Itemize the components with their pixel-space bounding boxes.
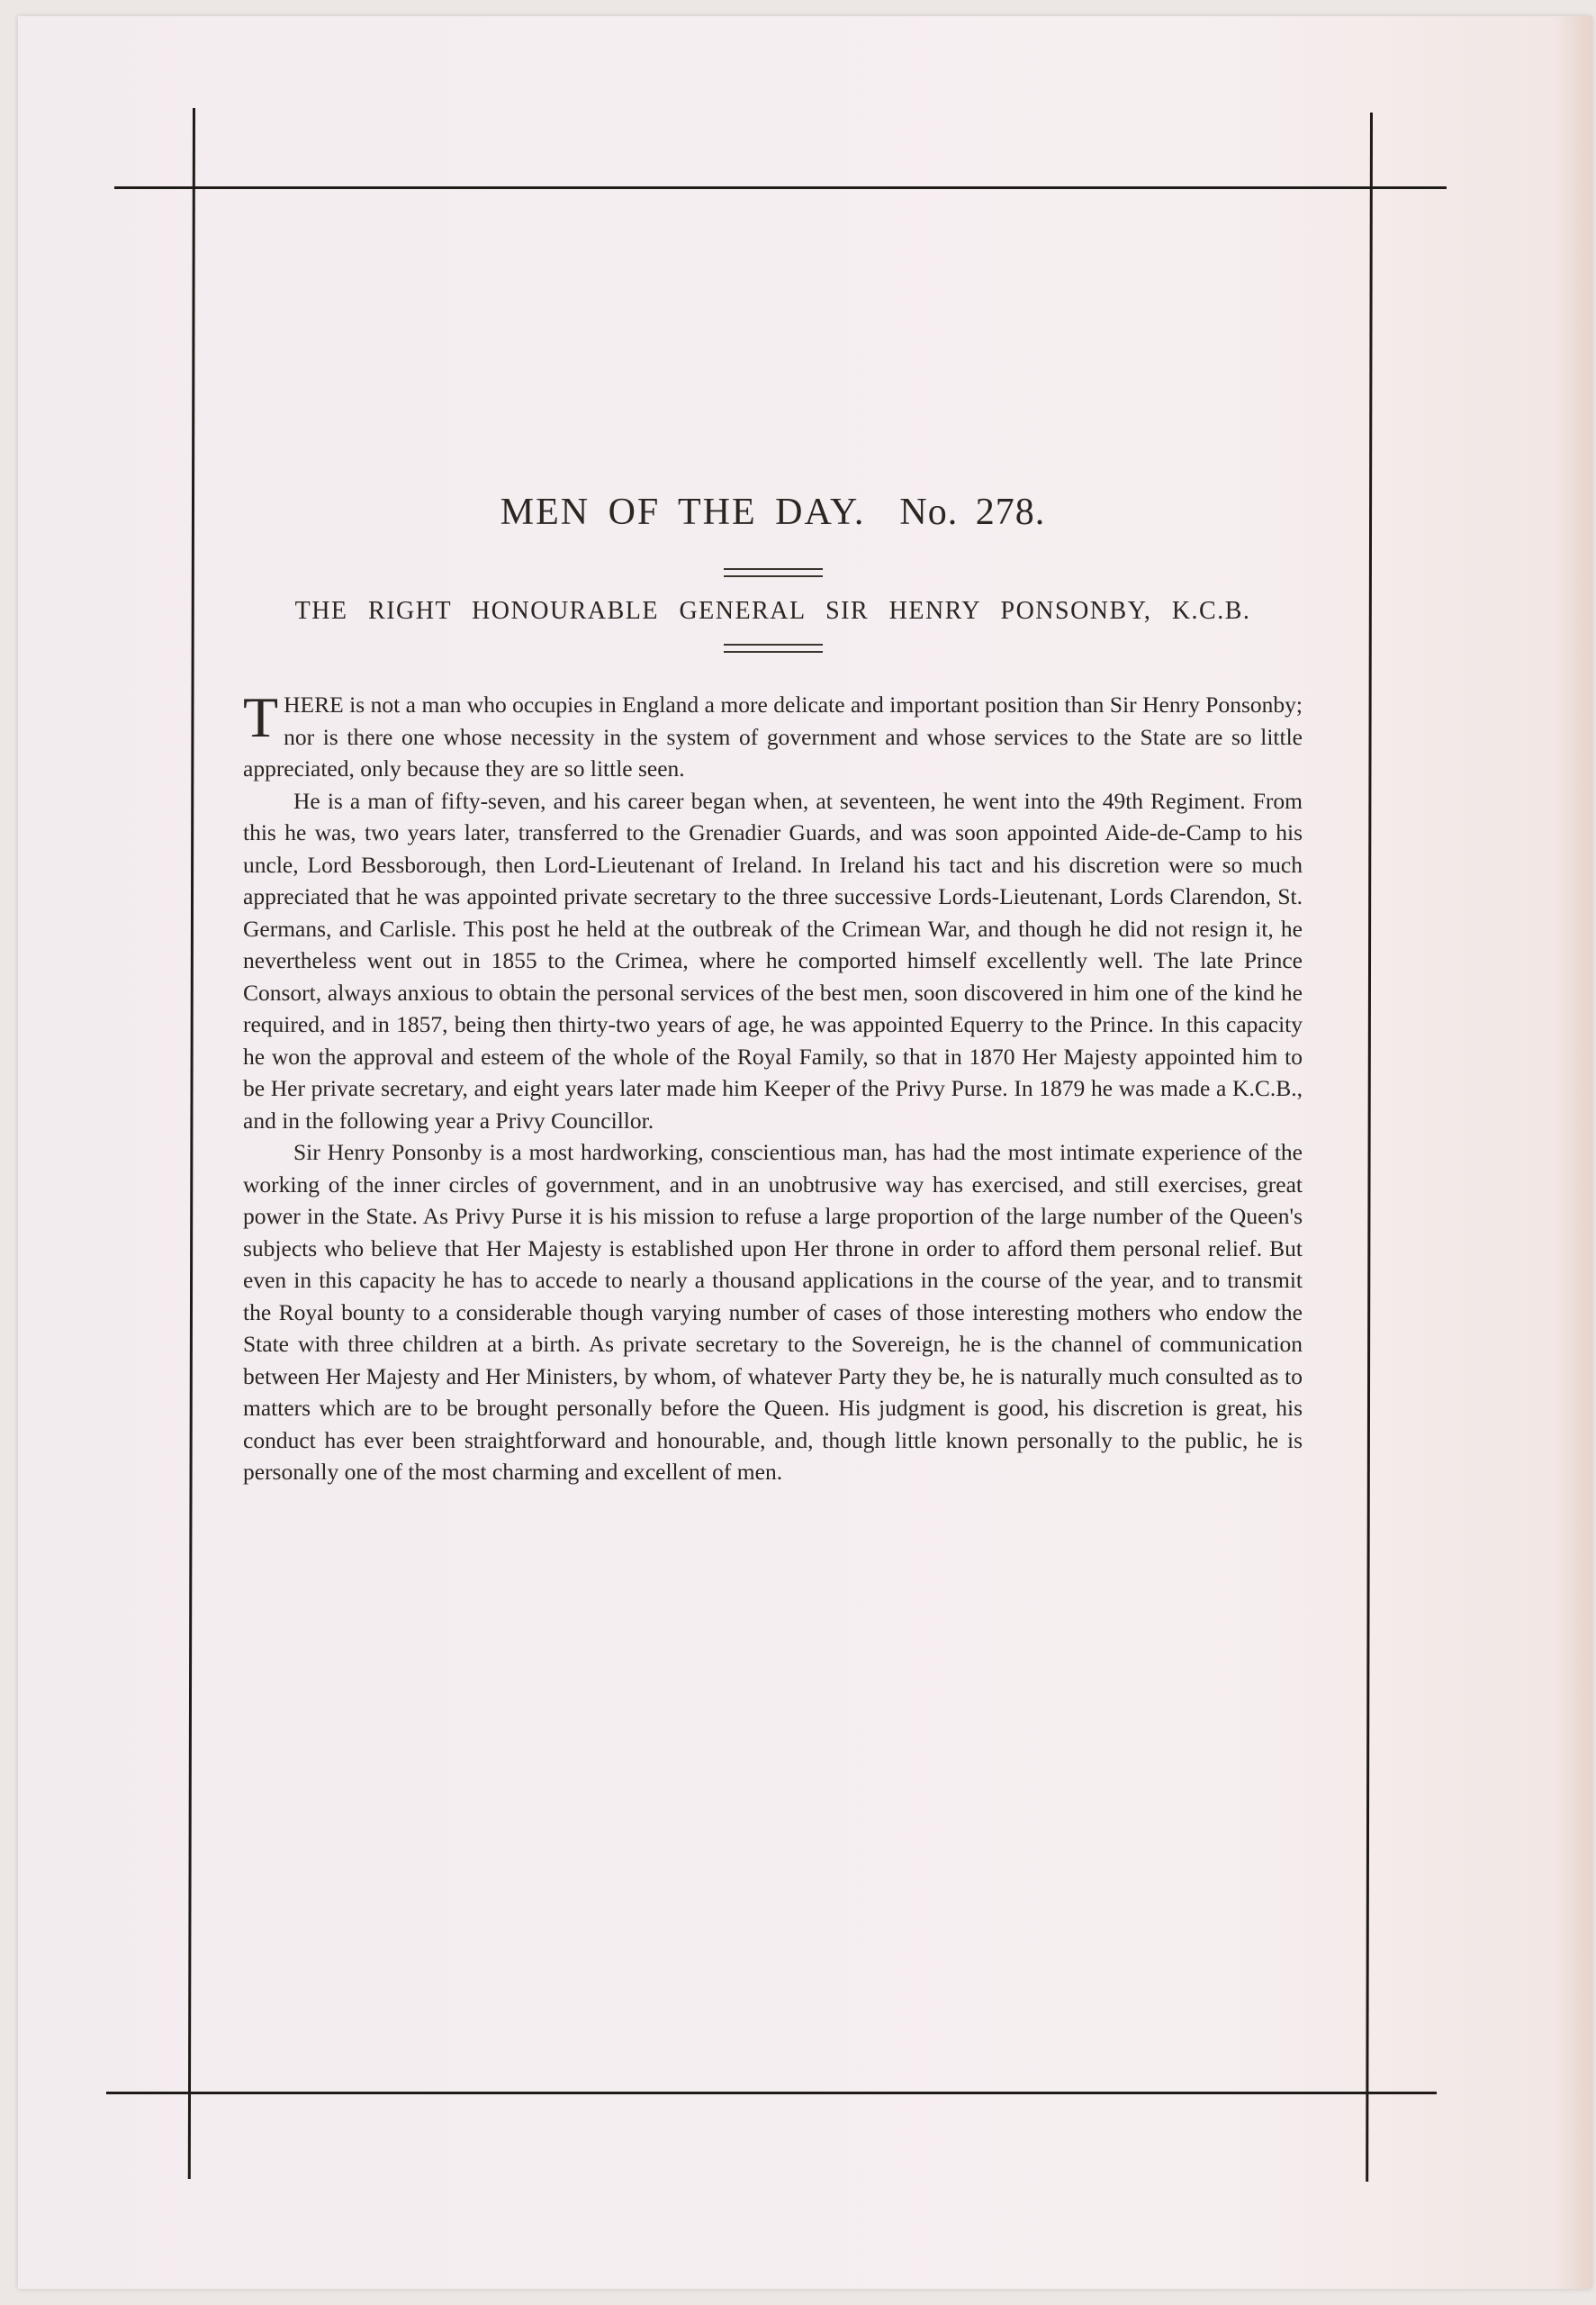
issue-number: No. 278. [899, 492, 1046, 533]
title-divider-top [724, 568, 823, 577]
paragraph-1 [243, 685, 1303, 785]
frame-top-rule [114, 186, 1447, 189]
paragraph-1-text: HERE is not a man who occupies in England a more delicate and important position than Sir Henry Ponsonby; nor is there one whose necessity in the system of government and whose services to the State are so little appreciated, only because they are so little seen. [243, 692, 1303, 782]
title-divider-bottom [724, 644, 823, 653]
series-title: MEN OF THE DAY. [500, 492, 866, 533]
drop-cap: T [243, 685, 279, 749]
article-subtitle: THE RIGHT HONOURABLE GENERAL SIR HENRY PONSONBY, K.C.B. [294, 597, 1251, 625]
frame-bottom-rule [106, 2092, 1437, 2094]
paragraph-2: He is a man of fifty-seven, and his career began when, at seventeen, he went into the 49th Regiment. From this he was, two years later, transferred to the Grenadier Guards, and was soon appointed Aide-de-Camp to his uncle, Lord Bessborough, then Lord-Lieutenant of Ireland. In Ireland his tact and his discretion were so much appreciated that he was appointed private secretary to the three successive Lords-Lieutenant, Lords Clarendon, St. Germans, and Carlisle. This post he held at the outbreak of the Crimean War, and though he did not resign it, he nevertheless went out in 1855 to the Crimea, where he comported himself excellently well. The late Prince Consort, always anxious to obtain the personal services of the best men, soon discovered in him one of the kind he required, and in 1857, being then thirty-two years of age, he was appointed Equerry to the Prince. In this capacity he won the approval and esteem of the whole of the Royal Family, so that in 1870 Her Majesty appointed him to be Her private secretary, and eight years later made him Keeper of the Privy Purse. In 1879 he was made a K.C.B., and in the following year a Privy Councillor. [243, 787, 1303, 1134]
article [243, 491, 1303, 1488]
paragraph-3: Sir Henry Ponsonby is a most hardworking, conscientious man, has had the most intimate experience of the working of the inner circles of government, and in an unobtrusive way has exercised, and still exercises, great power in the State. As Privy Purse it is his mission to refuse a large proportion of the large number of the Queen's subjects who believe that Her Majesty is established upon Her throne in order to afford them personal relief. But even in this capacity he has to accede to nearly a thousand applications in the course of the year, and to transmit the Royal bounty to a considerable though varying number of cases of those interesting mothers who endow the State with three children at a birth. As private secretary to the Sovereign, he is the channel of communication between Her Majesty and Her Ministers, by whom, of whatever Party they be, he is naturally much consulted as to matters which are to be brought personally before the Queen. His judgment is good, his discretion is great, his conduct has ever been straightforward and honourable, and, though little known personally to the public, he is personally one of the most charming and excellent of men. [243, 1139, 1303, 1485]
paper-edge-shading [1555, 16, 1591, 2289]
page-title [243, 491, 1303, 534]
